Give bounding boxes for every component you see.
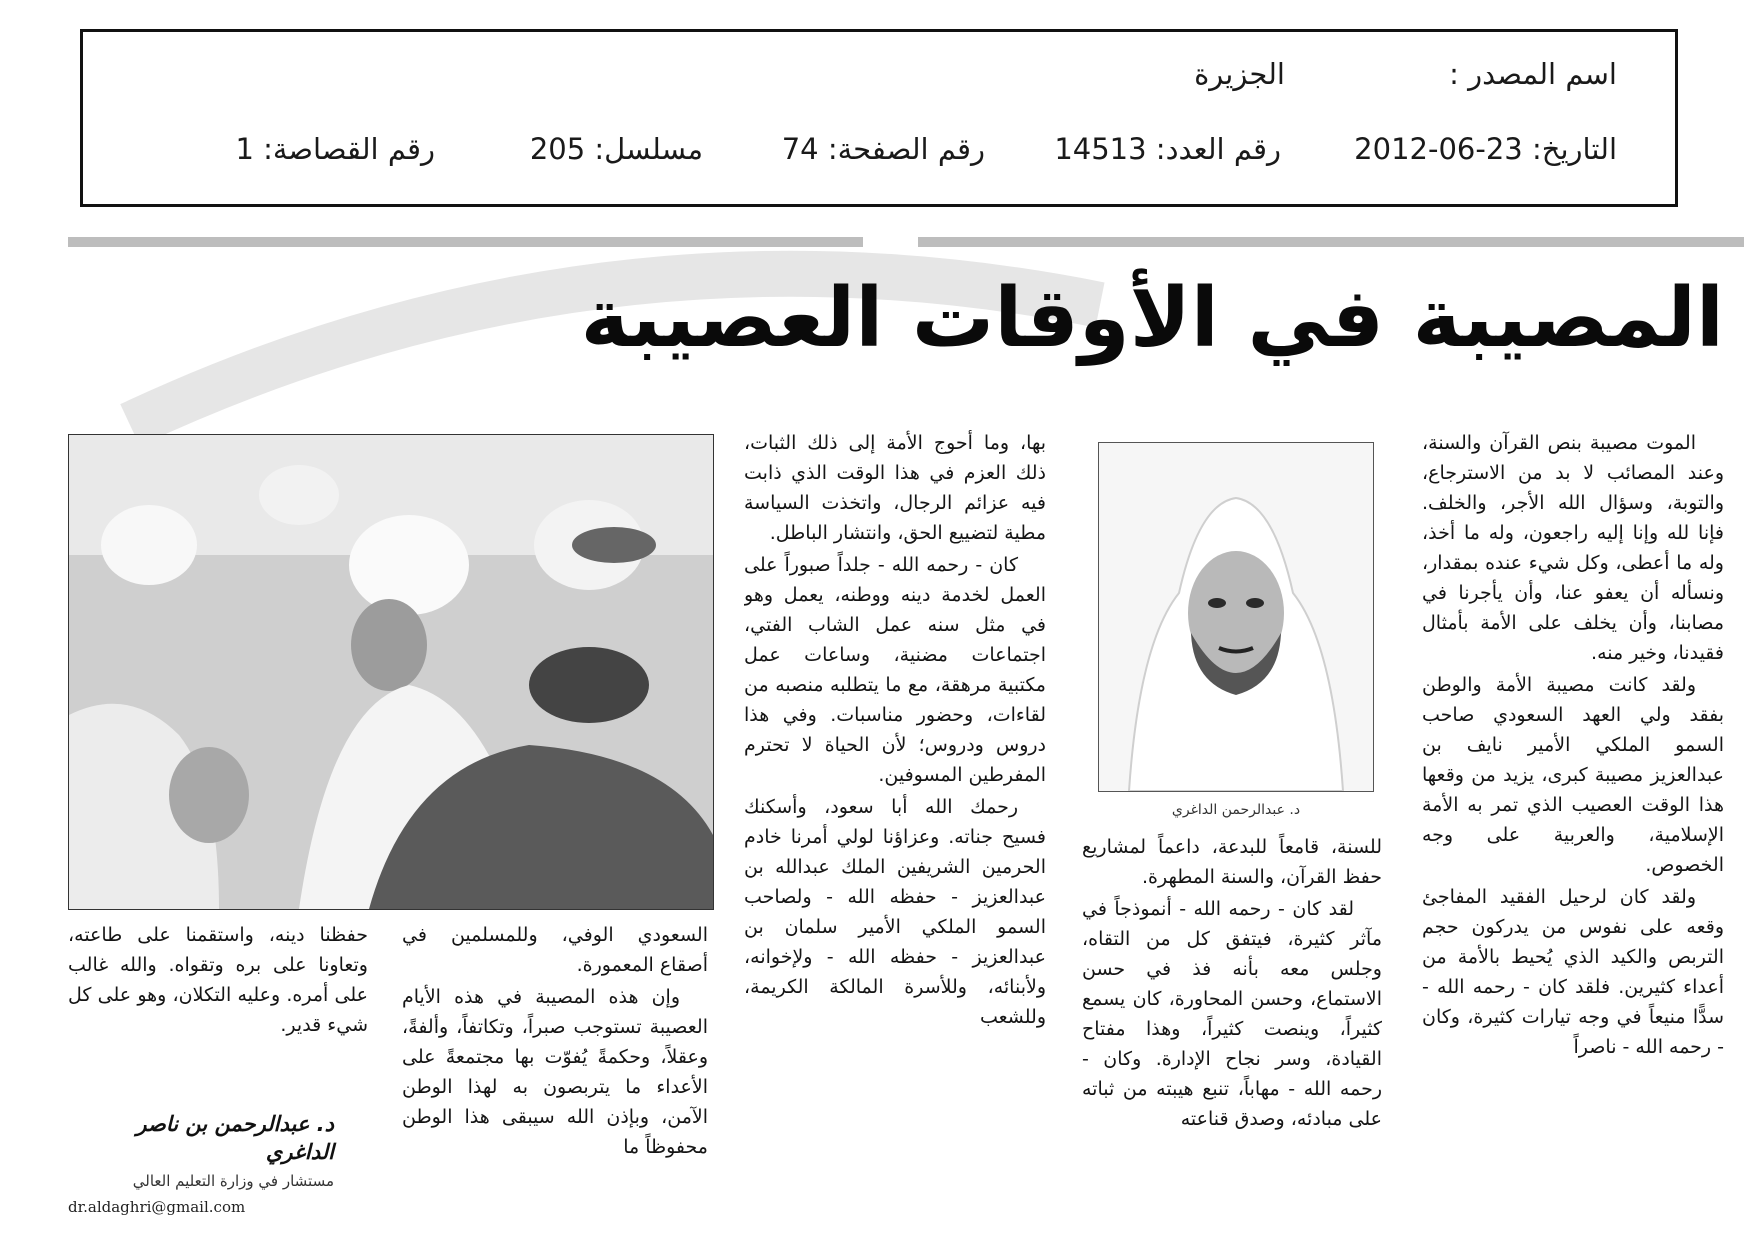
source-label: اسم المصدر :: [1449, 57, 1617, 91]
clip-field: رقم القصاصة: 1: [235, 132, 435, 166]
author-portrait: [1098, 442, 1374, 792]
issue-field: رقم العدد: 14513: [1054, 132, 1281, 166]
portrait-caption: د. عبدالرحمن الداغري: [1171, 802, 1301, 818]
paragraph: ولقد كانت مصيبة الأمة والوطن بفقد ولي العهد السعودي صاحب السمو الملكي الأمير نايف بن عبدالعزيز مصيبة كبرى، يزيد من وقعها هذا الوقت العصيب الذي تمر به الأمة الإسلامية، والعربية على وجه الخصوص.: [1422, 674, 1724, 876]
author-email: dr.aldaghri@gmail.com: [68, 1198, 246, 1216]
source-value: الجزيرة: [1194, 57, 1285, 91]
article-column-3: [744, 428, 1046, 1248]
paragraph: لقد كان - رحمه الله - أنموذجاً في مآثر كثيرة، فيتفق كل من التقاه، وجلس معه بأنه فذ في حسن الاستماع، وحسن المحاورة، كان يسمع كثيراً، وينصت كثيراً، وهذا مفتاح القيادة، وسر نجاح الإدارة. وكان - رحمه الله - مهاباً، تنبع هيبته من ثباته على مبادئه، وصدق قناعته: [1082, 898, 1382, 1130]
paragraph: للسنة، قامعاً للبدعة، داعماً لمشاريع حفظ القرآن، والسنة المطهرة.: [1082, 836, 1382, 888]
clipping-header: [80, 29, 1678, 207]
date-field: التاريخ: 23-06-2012: [1354, 132, 1617, 166]
news-photo: [68, 434, 714, 910]
article-column-4: [402, 920, 708, 1248]
article-column-2: [1082, 832, 1382, 1248]
author-name: د. عبدالرحمن بن ناصر الداغري: [136, 1112, 334, 1164]
paragraph: السعودي الوفي، وللمسلمين في أصقاع المعمورة.: [402, 924, 708, 976]
photo-image: [69, 435, 713, 909]
paragraph: الموت مصيبة بنص القرآن والسنة، وعند المصائب لا بد من الاسترجاع، والتوبة، وسؤال الله الأجر، والخلف. فإنا لله وإنا إليه راجعون، وله ما أخذ، وله ما أعطى، وكل شيء عنده بمقدار، ونسأله أن يعفو عنا، وأن يأجرنا في مصابنا، وأن يخلف على الأمة بأمثال فقيدنا، وخير منه.: [1422, 432, 1724, 664]
portrait-image: [1099, 443, 1373, 791]
page-field: رقم الصفحة: 74: [781, 132, 985, 166]
paragraph: كان - رحمه الله - جلداً صبوراً على العمل لخدمة دينه ووطنه، يعمل وهو في مثل سنه عمل الشاب الفتي، اجتماعات مضنية، وساعات عمل مكتبية مرهقة، مع ما يتطلبه منصبه من لقاءات، وحضور مناسبات. وفي هذا دروس ودروس؛ لأن الحياة لا تحترم المفرطين المسوفين.: [744, 554, 1046, 786]
author-role: مستشار في وزارة التعليم العالي: [132, 1172, 334, 1190]
paragraph: بها، وما أحوج الأمة إلى ذلك الثبات، ذلك العزم في هذا الوقت الذي ذابت فيه عزائم الرجال، واتخذت السياسة مطية لتضييع الحق، وانتشار الباطل.: [744, 432, 1046, 544]
paragraph: رحمك الله أبا سعود، وأسكنك فسيح جناته. وعزاؤنا لولي أمرنا خادم الحرمين الشريفين الملك عبدالله بن عبدالعزيز - حفظه الله - ولصاحب السمو الملكي الأمير سلمان بن عبدالعزيز - حفظه الله - ولإخوانه، ولأبنائه، وللأسرة المالكة الكريمة، وللشعب: [744, 796, 1046, 1028]
paragraph: حفظنا دينه، واستقمنا على طاعته، وتعاونا على بره وتقواه. والله غالب على أمره. وعليه التكلان، وهو على كل شيء قدير.: [68, 924, 368, 1036]
headline: المصيبة في الأوقات العصيبة: [580, 271, 1724, 366]
article-column-1: [1422, 428, 1724, 1248]
article-column-5: [68, 920, 368, 1100]
paragraph: ولقد كان لرحيل الفقيد المفاجئ وقعه على نفوس من يدركون حجم التربص والكيد الذي يُحيط بالأمة من أعداء كثيرين. فلقد كان - رحمه الله - سدًّا منيعاً في وجه تيارات كثيرة، وكان - رحمه الله - ناصراً: [1422, 886, 1724, 1058]
paragraph: وإن هذه المصيبة في هذه الأيام العصيبة تستوجب صبراً، وتكاتفاً، وألفةً، وعقلاً، وحكمةً يُفوّت بها مجتمعةً على الأعداء ما يتربصون به لهذا الوطن الآمن، وبإذن الله سيبقى هذا الوطن محفوظاً ما: [402, 986, 708, 1158]
serial-field: مسلسل: 205: [529, 132, 703, 166]
